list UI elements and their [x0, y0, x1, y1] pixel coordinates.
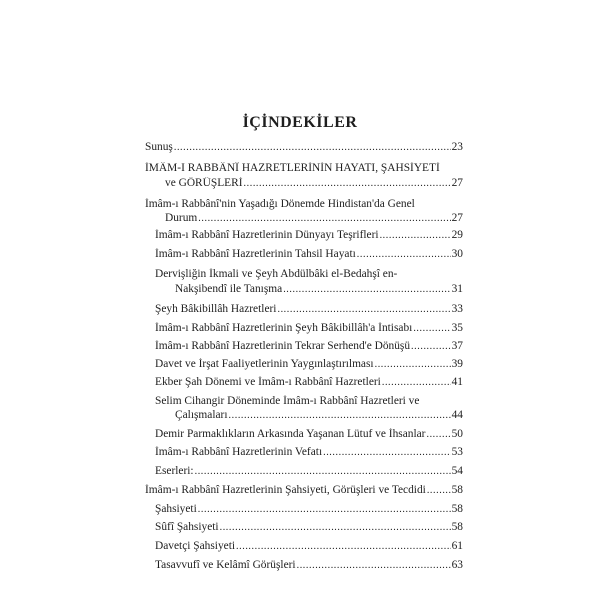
toc-entry-title: Çalışmaları: [175, 409, 228, 421]
toc-entry-page: 58: [451, 503, 463, 515]
toc-entry-title: İmâm-ı Rabbânî Hazretlerinin Şahsiyeti, Görüşleri ve Tecdidi: [145, 484, 426, 496]
toc-entry: [155, 521, 463, 534]
toc-entry-title: Ekber Şah Dönemi ve İmâm-ı Rabbânî Hazretleri: [155, 376, 381, 388]
dot-leader: [198, 212, 450, 225]
toc-entry: [155, 358, 463, 371]
toc-entry-page: 44: [451, 409, 463, 421]
dot-leader: [380, 229, 451, 242]
toc-entry-page: 37: [451, 340, 463, 352]
toc-entry-page: 33: [451, 303, 463, 315]
dot-leader: [198, 503, 451, 516]
toc-entry-page: 35: [451, 322, 463, 334]
toc-entry: [155, 395, 463, 408]
toc-entry-title: Tasavvufî ve Kelâmî Görüşleri: [155, 559, 296, 571]
toc-entry: [145, 141, 463, 154]
dot-leader: [236, 540, 451, 553]
toc-entry-continuation: [175, 409, 463, 422]
toc-entry: [155, 268, 463, 281]
toc-entry-title: Dervişliğin İkmali ve Şeyh Abdülbâki el-Bedahşî en-: [155, 268, 398, 280]
toc-entry: [155, 428, 463, 441]
toc-entry-page: 54: [451, 465, 463, 477]
toc-entry: [155, 465, 463, 478]
toc-entry-title: İMÂM-I RABBÂNÎ HAZRETLERİNİN HAYATI, ŞAHSİYETİ: [145, 162, 440, 174]
toc-entry: [155, 559, 463, 572]
toc-entry-page: 63: [451, 559, 463, 571]
toc-entry: [155, 303, 463, 316]
toc-entry-title: İmâm-ı Rabbânî Hazretlerinin Tahsil Hayatı: [155, 248, 356, 260]
toc-entry-title: İmâm-ı Rabbânî Hazretlerinin Şeyh Bâkibillâh'a İntisabı: [155, 322, 413, 334]
toc-entry: [155, 376, 463, 389]
dot-leader: [277, 303, 450, 316]
toc-entry-title: Nakşibendî ile Tanışma: [175, 283, 283, 295]
dot-leader: [220, 521, 451, 534]
toc-entry-page: 23: [451, 141, 463, 153]
toc-entry-title: Durum: [165, 212, 198, 224]
toc-entry-page: 58: [451, 484, 463, 496]
toc-entry-title: Demir Parmaklıkların Arkasında Yaşanan Lütuf ve İhsanlar: [155, 428, 426, 440]
dot-leader: [195, 465, 451, 478]
toc-entry-page: 50: [451, 428, 463, 440]
dot-leader: [283, 283, 450, 296]
dot-leader: [411, 340, 451, 353]
dot-leader: [323, 446, 451, 459]
toc-entry: [155, 446, 463, 459]
toc-entry-title: İmâm-ı Rabbânî Hazretlerinin Dünyayı Teşrifleri: [155, 229, 379, 241]
toc-entry-continuation: [165, 177, 463, 190]
toc-entry-title: Şeyh Bâkibillâh Hazretleri: [155, 303, 277, 315]
dot-leader: [375, 358, 451, 371]
dot-leader: [426, 428, 450, 441]
toc-entry: [155, 229, 463, 242]
toc-entry-continuation: [175, 283, 463, 296]
dot-leader: [174, 141, 451, 154]
toc-entry-page: 61: [451, 540, 463, 552]
toc-entry: [145, 484, 463, 497]
toc-entry-title: Sunuş: [145, 141, 173, 153]
toc-entry-title: İmâm-ı Rabbânî Hazretlerinin Vefatı: [155, 446, 323, 458]
dot-leader: [413, 322, 450, 335]
toc-entry-page: 41: [451, 376, 463, 388]
toc-entry-title: Şahsiyeti: [155, 503, 197, 515]
dot-leader: [297, 559, 451, 572]
toc-entry: [155, 248, 463, 261]
dot-leader: [244, 177, 451, 190]
dot-leader: [357, 248, 451, 261]
toc-entry-page: 58: [451, 521, 463, 533]
toc-entry-page: 29: [451, 229, 463, 241]
toc-entry-page: 30: [451, 248, 463, 260]
toc-entry-title: ve GÖRÜŞLERİ: [165, 177, 243, 189]
toc-entry-continuation: [165, 212, 463, 225]
toc-entry-title: Davetçi Şahsiyeti: [155, 540, 236, 552]
toc-entry: [145, 162, 463, 175]
toc-entry-title: Selim Cihangir Döneminde İmâm-ı Rabbânî Hazretleri ve: [155, 395, 420, 407]
toc-entry: [155, 322, 463, 335]
toc-entry: [145, 198, 463, 211]
toc-entry-page: 31: [451, 283, 463, 295]
dot-leader: [229, 409, 451, 422]
dot-leader: [427, 484, 451, 497]
dot-leader: [382, 376, 451, 389]
toc-entry: [155, 503, 463, 516]
toc-entry: [155, 540, 463, 553]
toc-entry-page: 39: [451, 358, 463, 370]
toc-entry-page: 27: [451, 177, 463, 189]
toc-entry-title: İmâm-ı Rabbânî Hazretlerinin Tekrar Serhend'e Dönüşü: [155, 340, 411, 352]
toc-entry-title: İmâm-ı Rabbânî'nin Yaşadığı Dönemde Hindistan'da Genel: [145, 198, 415, 210]
toc-entry-page: 53: [451, 446, 463, 458]
page-title: İÇİNDEKİLER: [242, 114, 358, 131]
toc-entry-title: Eserleri:: [155, 465, 194, 477]
toc-entry-title: Davet ve İrşat Faaliyetlerinin Yaygınlaştırılması: [155, 358, 374, 370]
toc-entry-page: 27: [451, 212, 463, 224]
toc-entry-title: Sûfî Şahsiyeti: [155, 521, 219, 533]
toc-entry: [155, 340, 463, 353]
